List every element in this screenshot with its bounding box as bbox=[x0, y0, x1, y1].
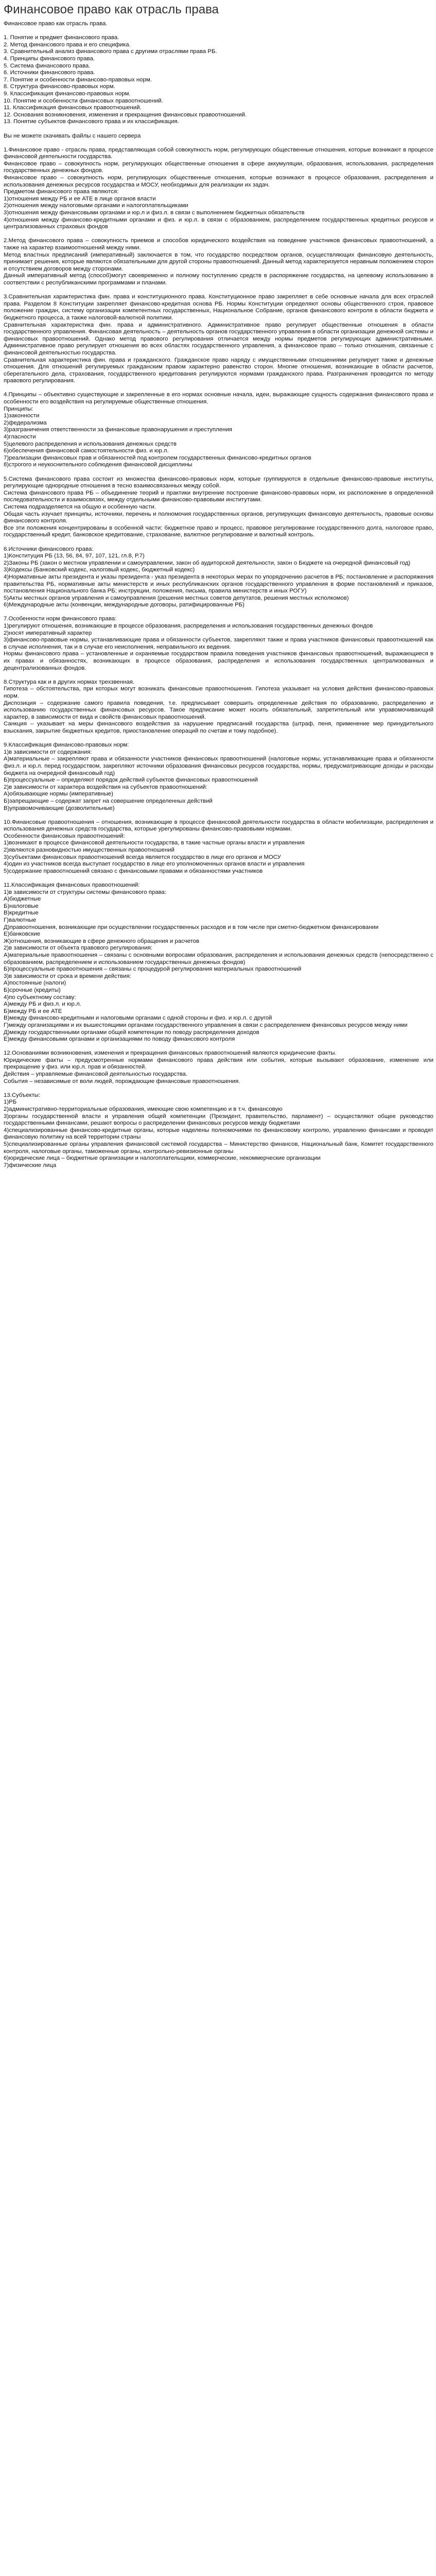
toc-item: 4. Принципы финансового права. bbox=[4, 55, 95, 62]
toc-item: 3. Сравнительный анализ финансового права с другими отраслями права РБ. bbox=[4, 48, 217, 55]
paragraph: 13.Субъекты: bbox=[4, 1092, 41, 1098]
paragraph: Диспозиция – содержание самого правила поведения, т.е. предписывает совершить определенные действия по образованию, распределению и использованию государственных финансовых ресурсов. Такое предписание может носить обязательный, запретительный или управомочивающий характер, в зависимости от вида и свойств финансовых правоотношений. bbox=[4, 700, 433, 720]
paragraph: 1.Финансовое право - отрасль права, представляющая собой совокупность норм, регулирующих общественные отношения, которые возникают в процессе финансовой деятельности государства. bbox=[4, 146, 433, 160]
paragraph: 3)Кодексы (Банковский кодекс, налоговый кодекс, бюджетный кодекс) bbox=[4, 567, 195, 573]
paragraph: 6)Международные акты (конвенции, международные договоры, ратифицированные РБ) bbox=[4, 602, 245, 608]
toc-item: 6. Источники финансового права. bbox=[4, 70, 95, 76]
paragraph: Б)срочные (кредиты) bbox=[4, 987, 61, 993]
paragraph: 2)являются разновидностью имущественных правоотношений bbox=[4, 847, 175, 854]
paragraph: 12.Основаниями возникновения, изменения и прекращения финансовых правоотношений являются юридические факты. bbox=[4, 1050, 337, 1057]
paragraph: Нормы финансового права – установленные и охраняемые государством правила поведения участников финансовых правоотношений, выражающиеся в их правах и обязанностях, возникающих в процессе образования, распределения и использования государственных централизованных и децентрализованных фондов. bbox=[4, 651, 433, 671]
toc-heading: Финансовое право как отрасль права. bbox=[4, 21, 108, 27]
toc-item: 2. Метод финансового права и его специфика. bbox=[4, 41, 131, 48]
paragraph: Е)банковские bbox=[4, 931, 41, 938]
toc-item: 1. Понятие и предмет финансового права. bbox=[4, 35, 119, 41]
paragraph: 8)строгого и неукоснительного соблюдения финансовой дисциплины bbox=[4, 462, 193, 468]
paragraph: 5)содержание правоотношений связано с финансовыми правами и обязанностями участников bbox=[4, 868, 263, 874]
document-content bbox=[4, 147, 433, 1170]
paragraph: Данный императивный метод (способ)могут своевременно и полному поступлению средств в распоряжение государства, на целевому использованию в соответствии с республиканскими программами и планами. bbox=[4, 273, 433, 286]
paragraph: Д)правоотношения, возникающие при осуществлении государственных расходов и в том числе при сметно-бюджетном финансировании bbox=[4, 924, 379, 930]
paragraph: 3)отношения между финансовыми органами и юр.л и физ.л. в связи с выполнением бюджетных обязательств bbox=[4, 210, 305, 216]
paragraph: Г)валютные bbox=[4, 917, 37, 923]
paragraph: 10.Финансовые правоотношения – отношения, возникающие в процессе финансовой деятельности государства в области мобилизации, распределения и использования денежных средств государства, которые урегулированы финансово-правовыми нормами. bbox=[4, 819, 433, 833]
paragraph: Б)налоговые bbox=[4, 903, 39, 909]
paragraph: Система финансового права РБ – объединение теорий и практики внутренние построение финансово-правовых норм, их расположение в определенной последовательности и взаимосвязях, между отдельными финансово-правовыми институтами. bbox=[4, 489, 433, 503]
paragraph: 4)один из участников всегда выступает государство в лице его уполномоченных органов власти и управления bbox=[4, 861, 305, 868]
paragraph: А)материальные правоотношения – связаны с основными вопросами образования, распределения и использования денежных средств (непосредственно с образованием, распределением и использованием государственных денежных фондов) bbox=[4, 952, 433, 965]
toc-item: 8. Структура финансово-правовых норм. bbox=[4, 83, 115, 90]
paragraph: 1)регулируют отношения, возникающие в процессе образования, распределения и использования государственных денежных фондов bbox=[4, 623, 373, 630]
paragraph: Действия – управляемые финансовой деятельностью государства. bbox=[4, 1071, 188, 1078]
paragraph: Е)между финансовыми органами и организациями по поводу финансового контроля bbox=[4, 1036, 235, 1043]
paragraph: 6)юридические лица – бюджетные организации и налогоплательщики, коммерческие, некоммерческие организации bbox=[4, 1155, 321, 1162]
paragraph: Б)между РБ и ее АТЕ bbox=[4, 1008, 62, 1014]
paragraph: 2)отношения между налоговыми органами и налогоплательщиками bbox=[4, 202, 188, 209]
paragraph: А)бюджетные bbox=[4, 896, 41, 903]
paragraph: Санкция – указывает на меры финансового воздействия за нарушение предписаний государства (штраф, пеня, применение мер принудительного взыскания, закрытие бюджетных кредитов, приостановление операций по счетам и тому подобное). bbox=[4, 721, 433, 734]
paragraph: Принципы: bbox=[4, 405, 33, 412]
paragraph: 1)возникают в процессе финансовой деятельности государства, в такие частные органы власти и управления bbox=[4, 840, 305, 846]
paragraph: 3)разграничения ответственности за финансовые правонарушения и преступления bbox=[4, 427, 232, 433]
paragraph: 3)органы государственной власти и управления общей компетенции (Президент, правительство, парламент) – осуществляют общее руководство государственными финансами, решают вопросы о распределении финансовых ресурсов между бюджетами bbox=[4, 1113, 433, 1127]
toc-item: 9. Классификация финансово-правовых норм. bbox=[4, 90, 131, 97]
paragraph: 1)законности bbox=[4, 413, 40, 419]
paragraph: 4)специализированные финансово-кредитные органы, которые наделены полномочиями по финансовому контролю, управлению финансами и проводят финансовую политику на всей территории страны bbox=[4, 1127, 433, 1141]
paragraph: А)между РБ и физ.л. и юр.л. bbox=[4, 1001, 81, 1008]
paragraph: 2)административно-территориальные образования, имеющие свою компетенцию и в т.ч. финансовую bbox=[4, 1106, 283, 1113]
paragraph: 1)РБ bbox=[4, 1099, 17, 1106]
paragraph: В)между финансово-кредитными и налоговыми органами с одной стороны и физ. и юр.л. с другой bbox=[4, 1015, 272, 1022]
paragraph: 3)в зависимости от срока и времени действия: bbox=[4, 973, 131, 979]
paragraph: 6.Источники финансового права: bbox=[4, 546, 94, 552]
paragraph: 6)обеспечения финансовой самостоятельности физ. и юр.л. bbox=[4, 448, 169, 454]
download-note: Вы не можете скачивать файлы с нашего сервера bbox=[4, 132, 141, 139]
paragraph: 2.Метод финансового права – совокупность приемов и способов юридического воздействия на поведение участников финансовых правоотношений, а также на характер взаимоотношений между ними. bbox=[4, 238, 433, 251]
paragraph: Г)между организациями и их вышестоящими органами государственного управления в связи с распределением финансовых ресурсов между ними bbox=[4, 1022, 408, 1028]
page-title: Финансовое право как отрасль права bbox=[4, 3, 219, 16]
paragraph: Все эти положения концентрированы в особенной части: бюджетное право и процесс, правовое регулирование государственного долга, налоговое право, государственный кредит, банковское кредитование, страхование, валютное регулирование и валютный контроль. bbox=[4, 524, 433, 538]
paragraph: 3)субъектами финансовых правоотношений всегда является государство в лице его органов и МОСУ bbox=[4, 854, 281, 860]
paragraph: 2)в зависимости от объекта правового регулирования: bbox=[4, 945, 153, 952]
paragraph: Б)запрещающие – содержат запрет на совершение определенных действий bbox=[4, 798, 213, 804]
paragraph: 7.Особенности норм финансового права: bbox=[4, 616, 117, 622]
paragraph: В)кредитные bbox=[4, 910, 39, 917]
paragraph: 7)реализации финансовых прав и обязанностей под контролем государственных финансово-кредитных органов bbox=[4, 454, 311, 461]
paragraph: В)управомочивающие (дозволительные) bbox=[4, 805, 115, 811]
toc-item: 7. Понятие и особенности финансово-правовых норм. bbox=[4, 76, 152, 83]
paragraph: А)обязывающие нормы (императивные) bbox=[4, 791, 113, 798]
paragraph: Сравнительная характеристика фин. права и гражданского. Гражданское право наряду с имущественными отношениями регулирует также и денежные отношения. Для отношений регулируемых гражданским правом характерно равенство сторон. Многие отношения, возникающие в области расчетов, сберегательного дела, страхования, государственного кредитования регулируются нормами гражданского права. Разграничения проводится по методу правового регулирования. bbox=[4, 357, 433, 384]
paragraph: Ж)отношения, возникающие в сфере денежного обращения и расчетов bbox=[4, 938, 200, 944]
paragraph: Б)процессуальные – определяют порядок действий субъектов финансовых правоотношений bbox=[4, 777, 258, 784]
paragraph: 5.Система финансового права состоит из множества финансово-правовых норм, которые группируются в отдельные финансово-правовые институты, регулирующие однородные отношения в тесно взаимосвязанных между собой. bbox=[4, 476, 433, 489]
table-of-contents bbox=[4, 35, 433, 126]
paragraph: 3.Сравнительная характеристика фин. права и конституционного права. Конституционное право закрепляет в себе основные начала для всех отраслей права. Разделом 8 Конституции закрепляет финансово-кредитная основа РБ. Нормы Конституции определяют основы общественного строя, правовое положение граждан, систему организации компетентных государственных, Национальное Собрание, органов финансового контроля в области бюджета и бюджетного процесса, а также налоговой-валютной политики. bbox=[4, 294, 433, 321]
paragraph: Метод властных предписаний (императивный) заключается в том, что государство посредством органов, осуществляющих финансовую деятельность, принимает решения, которые являются обязательными для другой стороны правоотношений. Данный метод характеризуется неравным положением сторон и отсутствием договоров между сторонами. bbox=[4, 251, 433, 272]
paragraph: 5)целевого распределения и использования денежных средств bbox=[4, 440, 177, 447]
paragraph: Общая часть изучает принципы, источники, перечень и полномочия государственных органов, регулирующих финансовую деятельность, правовые основы финансового контроля. bbox=[4, 511, 433, 524]
paragraph: 3)финансово-правовые нормы, устанавливающие права и обязанности субъектов, закрепляют также и права участников финансовых правоотношений как в случае исполнения, так и в случае его неисполнения, неправильного их ведения. bbox=[4, 637, 433, 650]
paragraph: 1)отношения между РБ и ее АТЕ в лице органов власти bbox=[4, 195, 156, 202]
paragraph: Система подразделяется на общую и особенную части. bbox=[4, 503, 156, 510]
paragraph: Особенности финансовых правоотношений: bbox=[4, 833, 125, 839]
paragraph: А)постоянные (налоги) bbox=[4, 980, 66, 987]
toc-item: 10. Понятие и особенности финансовых правоотношений. bbox=[4, 97, 163, 104]
paragraph: Сравнительная характеристика фин. права и административного. Административное право регулирует общественные отношения в области государственного управления. Финансовая деятельность – деятельность органов государственного управления в области организации денежной системы и финансовых правоотношений. Однако метод правового регулирования отличается между нормы предметов регулирующих административными. Административное право регулирует отношения во всех областях государственного управления, а финансовое право – только отношения, связанные с финансовой деятельностью государства. bbox=[4, 321, 433, 356]
toc-item: 13. Понятие субъектов финансового права и их классификация. bbox=[4, 118, 179, 125]
paragraph: 4)отношения между финансово-кредитными органами и физ. и юр.л. в связи с образованием, распределением государственных кредитных ресурсов и централизованных страховых фондов bbox=[4, 216, 433, 230]
paragraph: Б)процессуальные правоотношения – связаны с процедурой регулирования материальных правоотношений bbox=[4, 966, 302, 973]
paragraph: 4)по субъектному составу: bbox=[4, 994, 76, 1001]
paragraph: 11.Классификация финансовых правоотношений: bbox=[4, 882, 140, 889]
paragraph: 5)Акты местных органов управления и самоуправления (решения местных советов депутатов, решения местных исполкомов) bbox=[4, 595, 349, 601]
paragraph: Д)между государственными органами общей компетенции по поводу распределения доходов bbox=[4, 1029, 259, 1036]
paragraph: А)материальные – закрепляют права и обязанности участников финансовых правоотношений (налоговые нормы, устанавливающие права и обязанности физ.л. и юр.л. перед государством, закрепляют источники образования финансовых ресурсов государства, нормы, предусматривающие доходы и расходы бюджета на очередной финансовый год) bbox=[4, 756, 433, 776]
paragraph: 7)физические лица bbox=[4, 1162, 57, 1168]
paragraph: 4)гласности bbox=[4, 434, 36, 440]
paragraph: 8.Структура как и в других нормах трехзвенная. bbox=[4, 679, 135, 685]
paragraph: 2)в зависимости от характера воздействия на субъектов правоотношений: bbox=[4, 784, 207, 790]
paragraph: Финансовое право – совокупность норм, регулирующих общественные отношения в сфере аккумуляции, образования, использования, распределения государственных денежных фондов. bbox=[4, 160, 433, 174]
paragraph: Юридические факты – предусмотренные нормами финансового права действия или события, которые вызывают образование, изменение или прекращение у физ. или юр.л. прав и обязанностей. bbox=[4, 1057, 433, 1071]
toc-item: 11. Классификация финансовых правоотношений. bbox=[4, 105, 142, 111]
paragraph: Финансовое право – совокупность норм, регулирующих общественные отношения, которые возникают в процессе образования, распределения и использования денежных ресурсов государства и МОСУ, необходимых для реализации их задач. bbox=[4, 175, 433, 188]
paragraph: Предметом финансового права являются: bbox=[4, 189, 119, 195]
paragraph: 5)специализированные органы управления финансовой системой государства – Министерство финансов, Национальный банк, Комитет государственного контроля, налоговые органы, таможенные органы, контрольно-ревизионные органы bbox=[4, 1141, 433, 1155]
paragraph: 2)федерализма bbox=[4, 419, 47, 426]
paragraph: 2)носят императивный характер bbox=[4, 630, 92, 636]
toc-item: 5. Система финансового права. bbox=[4, 62, 91, 69]
paragraph: 9.Классификация финансово-правовых норм: bbox=[4, 742, 129, 749]
document-body bbox=[4, 21, 433, 2576]
paragraph: 2)Законы РБ (закон о местном управлении и самоуправлении, закон об аудиторской деятельности, закон о Бюджете на очередной финансовый год) bbox=[4, 560, 411, 566]
paragraph: 4)Нормативные акты президента и указы президента - указ президента в некоторых мерах по упорядочению расчетов в РБ; постановление и распоряжения правительства РБ, нормативные акты министерств и иных республиканских органов государственного управления в форме постановлений и приказов, постановления Национального банка РБ; инструкции, положения, письма, правила министерств и иных РОГУ) bbox=[4, 573, 433, 595]
paragraph: 1)в зависимости от содержания: bbox=[4, 749, 92, 755]
toc-item: 12. Основания возникновения, изменения и прекращения финансовых правоотношений. bbox=[4, 111, 247, 118]
paragraph: Гипотеза – обстоятельства, при которых могут возникать финансовые правоотношения. Гипотеза указывает на условия действия финансово-правовых норм. bbox=[4, 686, 433, 699]
paragraph: 4.Принципы – объективно существующие и закрепленные в его нормах основные начала, идеи, выражающие сущность содержания финансового права и особенности его воздействия на регулируемые общественные отношения. bbox=[4, 392, 433, 405]
paragraph: События – независимые от воли людей, порождающие финансовые правоотношения. bbox=[4, 1078, 240, 1084]
paragraph: 1)Конституция РБ (13, 56, 84, 97, 107, 121, гл.8, Р.7) bbox=[4, 553, 145, 560]
paragraph: 1)в зависимости от структуры системы финансового права: bbox=[4, 889, 167, 895]
